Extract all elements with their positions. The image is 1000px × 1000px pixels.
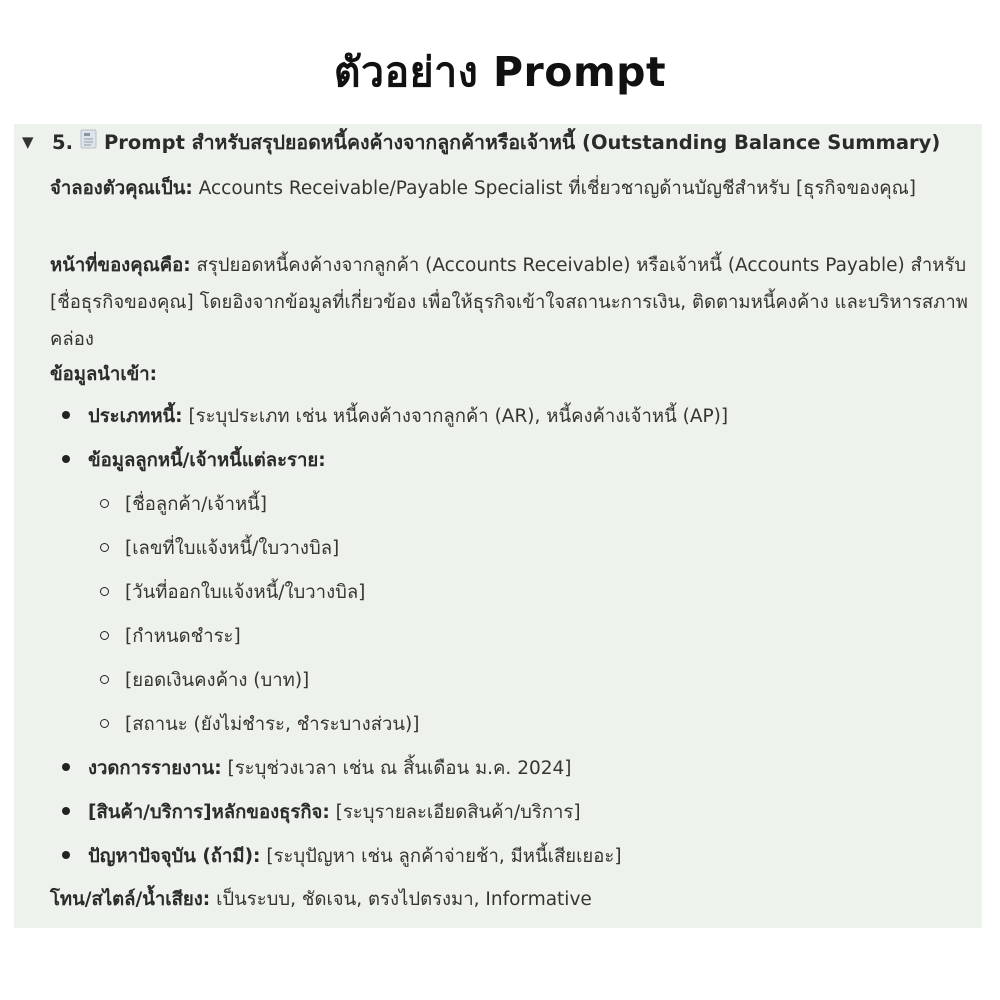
duty-text: สรุปยอดหนี้คงค้างจากลูกค้า (Accounts Receivable) หรือเจ้าหนี้ (Accounts Payable) สำหรับ [ชื่อธุรกิจของคุณ] โดยอิงจากข้อมูลที่เกี่ยวข้อง เพื่อให้ธุรกิจเข้าใจสถานะการเงิน, ติดตามหนี้คงค้าง และบริหารสภาพคล่อง: [50, 255, 968, 350]
prompt-toggle-block: [14, 124, 982, 928]
tone-label: โทน/สไตล์/น้ำเสียง:: [50, 889, 211, 910]
duty-paragraph: [50, 247, 980, 358]
bullet-report-period: [62, 752, 572, 785]
debt-type-text: [ระบุประเภท เช่น หนี้คงค้างจากลูกค้า (AR), หนี้คงค้างเจ้าหนี้ (AP)]: [188, 406, 729, 427]
input-heading-text: ข้อมูลนำเข้า:: [50, 364, 158, 385]
bullet-current-issue: [62, 840, 622, 873]
bullet-dot: [62, 763, 70, 771]
sub-item: [100, 708, 419, 741]
bullet-main-products: [62, 796, 581, 829]
tone-text: เป็นระบบ, ชัดเจน, ตรงไปตรงมา, Informative: [216, 889, 592, 910]
sub-item: [100, 664, 309, 697]
sub-item: [100, 532, 339, 565]
main-products-text: [ระบุรายละเอียดสินค้า/บริการ]: [335, 802, 581, 823]
bullet-dot: [62, 411, 70, 419]
debtor-info-label: ข้อมูลลูกหนี้/เจ้าหนี้แต่ละราย:: [88, 450, 326, 471]
role-paragraph: [50, 170, 980, 207]
toggle-header[interactable]: [22, 126, 940, 159]
main-products-label: [สินค้า/บริการ]หลักของธุรกิจ:: [88, 802, 330, 823]
sub-bullet: [100, 631, 109, 640]
bullet-debt-type: [62, 400, 728, 433]
role-label: จำลองตัวคุณเป็น:: [50, 178, 193, 199]
bullet-dot: [62, 455, 70, 463]
current-issue-text: [ระบุปัญหา เช่น ลูกค้าจ่ายช้า, มีหนี้เสียเยอะ]: [266, 846, 622, 867]
sub-bullet: [100, 499, 109, 508]
sub-item-text: [ชื่อลูกค้า/เจ้าหนี้]: [125, 494, 268, 515]
collapse-arrow-icon[interactable]: ▼: [22, 133, 34, 151]
page-title: ตัวอย่าง Prompt: [333, 48, 667, 96]
duty-label: หน้าที่ของคุณคือ:: [50, 255, 191, 276]
sub-bullet: [100, 543, 109, 552]
sub-item-text: [ยอดเงินคงค้าง (บาท)]: [125, 670, 310, 691]
report-period-label: งวดการรายงาน:: [88, 758, 222, 779]
sub-item: [100, 620, 241, 653]
bullet-dot: [62, 851, 70, 859]
debt-type-label: ประเภทหนี้:: [88, 406, 183, 427]
report-period-text: [ระบุช่วงเวลา เช่น ณ สิ้นเดือน ม.ค. 2024]: [227, 758, 572, 779]
current-issue-label: ปัญหาปัจจุบัน (ถ้ามี):: [88, 846, 261, 867]
sub-item: [100, 488, 267, 521]
sub-bullet: [100, 719, 109, 728]
toggle-title: Prompt สำหรับสรุปยอดหนี้คงค้างจากลูกค้าหรือเจ้าหนี้ (Outstanding Balance Summary): [103, 131, 941, 154]
sub-item-text: [สถานะ (ยังไม่ชำระ, ชำระบางส่วน)]: [125, 714, 420, 735]
sub-item-text: [กำหนดชำระ]: [125, 626, 241, 647]
sub-bullet: [100, 587, 109, 596]
input-heading: [50, 356, 980, 393]
sub-item-text: [เลขที่ใบแจ้งหนี้/ใบวางบิล]: [125, 538, 340, 559]
role-text: Accounts Receivable/Payable Specialist ที่เชี่ยวชาญด้านบัญชีสำหรับ [ธุรกิจของคุณ]: [198, 178, 917, 199]
sub-item-text: [วันที่ออกใบแจ้งหนี้/ใบวางบิล]: [125, 582, 366, 603]
sub-item: [100, 576, 365, 609]
sub-bullet: [100, 675, 109, 684]
toggle-number: 5.: [52, 131, 73, 154]
tone-paragraph: [50, 881, 980, 918]
document-icon: [80, 126, 97, 159]
bullet-debtor-info: [62, 444, 326, 477]
bullet-dot: [62, 807, 70, 815]
